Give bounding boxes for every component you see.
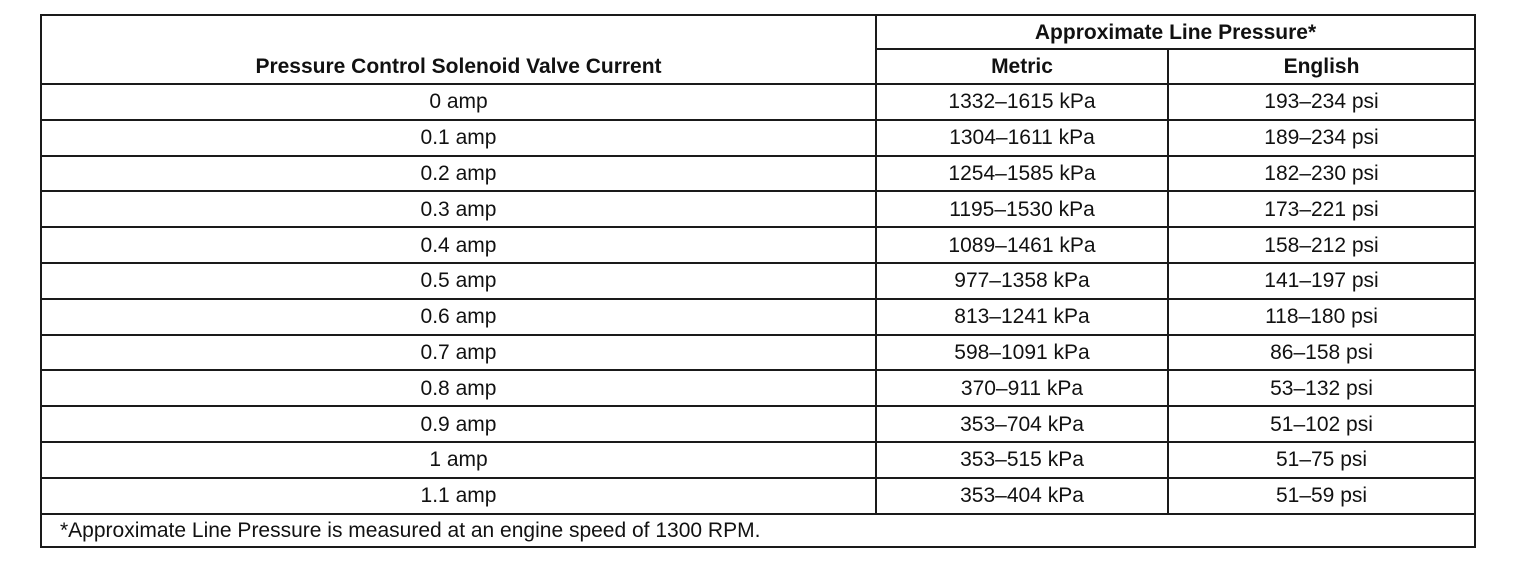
cell-current: 0.2 amp	[41, 156, 876, 192]
cell-metric: 1332–1615 kPa	[876, 84, 1168, 120]
table-row	[41, 120, 1475, 156]
cell-current: 0.7 amp	[41, 335, 876, 371]
cell-metric: 977–1358 kPa	[876, 263, 1168, 299]
cell-english: 51–102 psi	[1168, 406, 1475, 442]
table-row	[41, 370, 1475, 406]
table-row	[41, 156, 1475, 192]
table-row	[41, 478, 1475, 514]
table-row	[41, 84, 1475, 120]
cell-metric: 353–404 kPa	[876, 478, 1168, 514]
cell-english: 158–212 psi	[1168, 227, 1475, 263]
cell-english: 182–230 psi	[1168, 156, 1475, 192]
cell-current: 0.1 amp	[41, 120, 876, 156]
cell-metric: 813–1241 kPa	[876, 299, 1168, 335]
cell-english: 51–75 psi	[1168, 442, 1475, 478]
table-row	[41, 191, 1475, 227]
cell-metric: 598–1091 kPa	[876, 335, 1168, 371]
table-row	[41, 227, 1475, 263]
cell-current: 0 amp	[41, 84, 876, 120]
cell-current: 0.9 amp	[41, 406, 876, 442]
cell-metric: 353–704 kPa	[876, 406, 1168, 442]
table-header	[41, 15, 1475, 84]
pressure-table-sheet	[40, 14, 1474, 548]
cell-english: 141–197 psi	[1168, 263, 1475, 299]
header-metric: Metric	[876, 49, 1168, 84]
table-row	[41, 406, 1475, 442]
cell-current: 1.1 amp	[41, 478, 876, 514]
cell-metric: 1089–1461 kPa	[876, 227, 1168, 263]
cell-current: 0.3 amp	[41, 191, 876, 227]
cell-current: 0.5 amp	[41, 263, 876, 299]
line-pressure-table	[40, 14, 1476, 548]
cell-metric: 1254–1585 kPa	[876, 156, 1168, 192]
cell-english: 53–132 psi	[1168, 370, 1475, 406]
header-pressure-group: Approximate Line Pressure*	[876, 15, 1475, 49]
cell-english: 189–234 psi	[1168, 120, 1475, 156]
cell-english: 118–180 psi	[1168, 299, 1475, 335]
table-footnote: *Approximate Line Pressure is measured at an engine speed of 1300 RPM.	[41, 514, 1475, 547]
cell-metric: 353–515 kPa	[876, 442, 1168, 478]
cell-metric: 370–911 kPa	[876, 370, 1168, 406]
cell-english: 51–59 psi	[1168, 478, 1475, 514]
table-row	[41, 335, 1475, 371]
cell-metric: 1195–1530 kPa	[876, 191, 1168, 227]
cell-current: 0.4 amp	[41, 227, 876, 263]
table-row	[41, 442, 1475, 478]
cell-current: 0.8 amp	[41, 370, 876, 406]
cell-english: 86–158 psi	[1168, 335, 1475, 371]
table-row	[41, 299, 1475, 335]
header-english: English	[1168, 49, 1475, 84]
cell-english: 173–221 psi	[1168, 191, 1475, 227]
table-body	[41, 84, 1475, 514]
table-row	[41, 263, 1475, 299]
cell-current: 0.6 amp	[41, 299, 876, 335]
cell-current: 1 amp	[41, 442, 876, 478]
header-current: Pressure Control Solenoid Valve Current	[41, 15, 876, 84]
cell-english: 193–234 psi	[1168, 84, 1475, 120]
cell-metric: 1304–1611 kPa	[876, 120, 1168, 156]
